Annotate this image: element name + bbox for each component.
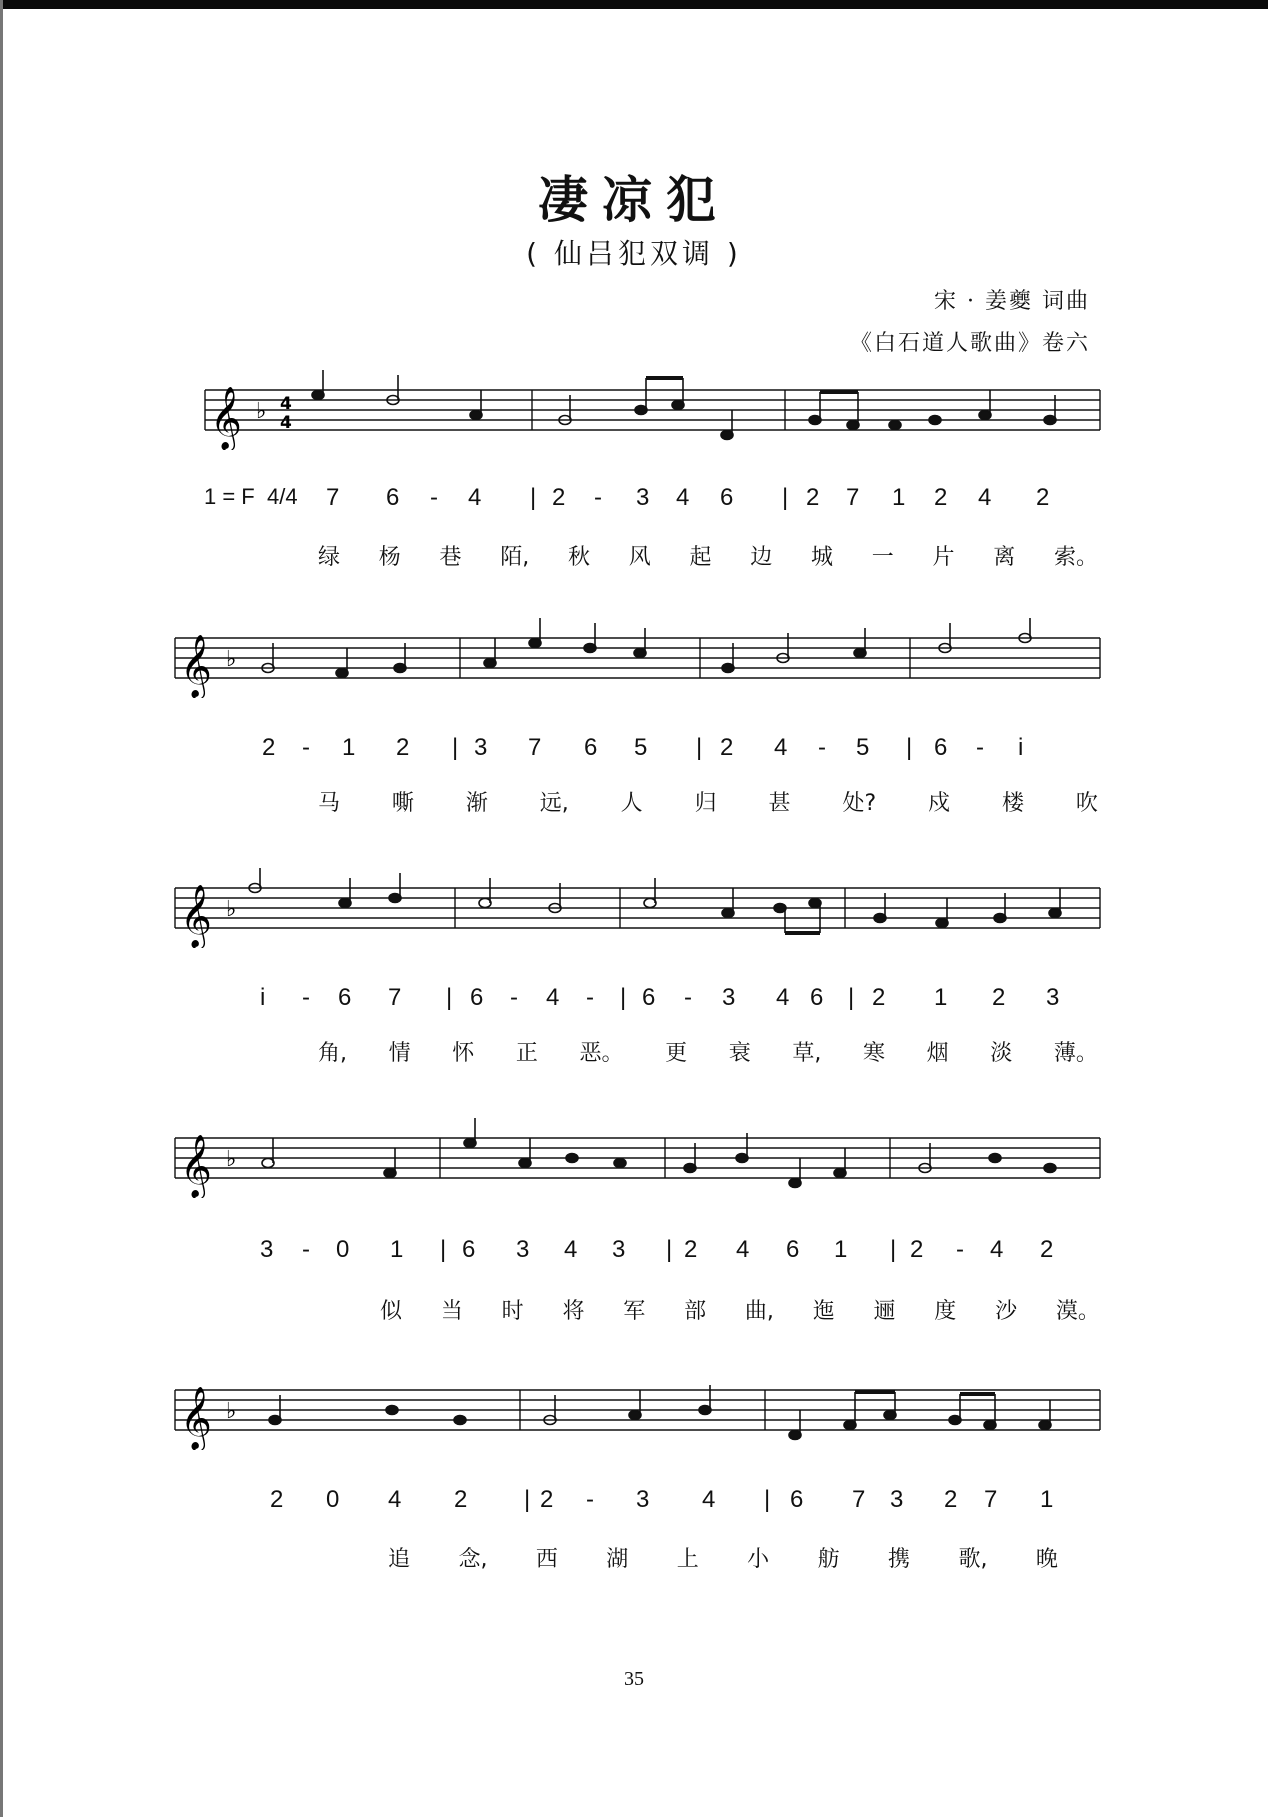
lyric: 一	[871, 545, 894, 570]
flat-sign-icon: ♭	[226, 1399, 237, 1424]
lyric: 迤	[812, 1299, 835, 1324]
lyric: 绿	[318, 545, 341, 570]
jianpu-dash: -	[586, 1486, 594, 1513]
lyric: 城	[810, 545, 833, 570]
flat-sign-icon: ♭	[226, 897, 237, 922]
lyrics-line-4	[380, 1294, 1100, 1330]
jianpu-note: 6	[934, 734, 948, 761]
staff-notation-4	[0, 1118, 1268, 1198]
bar-line: |	[452, 734, 459, 761]
lyric: 烟	[926, 1041, 949, 1066]
lyric: 西	[535, 1547, 558, 1572]
lyric: 归	[694, 791, 717, 816]
jianpu-note: 4	[776, 984, 790, 1011]
lyric: 片	[932, 545, 955, 570]
lyric: 风	[628, 545, 651, 570]
jianpu-note: 4	[546, 984, 560, 1011]
jianpu-note: 7	[528, 734, 542, 761]
flat-sign-icon: ♭	[226, 1147, 237, 1172]
jianpu-note: 4	[676, 484, 690, 511]
lyric: 军	[623, 1299, 646, 1324]
jianpu-note: 0	[326, 1486, 340, 1513]
lyric: 曲,	[744, 1299, 774, 1324]
jianpu-note: 2	[396, 734, 410, 761]
jianpu-note: 2	[540, 1486, 554, 1513]
jianpu-dash: -	[818, 734, 826, 761]
jianpu-note: 4	[736, 1236, 750, 1263]
lyric: 戍	[928, 791, 951, 816]
lyric: 怀	[452, 1041, 475, 1066]
jianpu-note: 2	[454, 1486, 468, 1513]
lyric: 歌,	[958, 1547, 988, 1572]
jianpu-note: 6	[810, 984, 824, 1011]
page-number: 35	[624, 1668, 644, 1690]
jianpu-note: 2	[934, 484, 948, 511]
jianpu-note: 7	[326, 484, 340, 511]
author-credit: 宋 · 姜夔 词曲	[934, 289, 1090, 314]
bar-line: |	[848, 984, 855, 1011]
lyric: 当	[440, 1299, 463, 1324]
treble-clef-icon: 𝄞	[180, 1134, 212, 1197]
svg-text:4: 4	[280, 394, 292, 414]
lyric: 淡	[990, 1041, 1013, 1066]
jianpu-note: 1	[1040, 1486, 1054, 1513]
jianpu-note: 6	[786, 1236, 800, 1263]
lyric: 漠。	[1055, 1299, 1100, 1324]
jianpu-note: 3	[612, 1236, 626, 1263]
jianpu-note: i	[1018, 734, 1024, 761]
jianpu-note: 3	[474, 734, 488, 761]
jianpu-line-1	[0, 484, 1268, 524]
jianpu-note: 7	[846, 484, 860, 511]
jianpu-note: 3	[516, 1236, 530, 1263]
lyric: 马	[318, 791, 341, 816]
jianpu-note: 5	[634, 734, 648, 761]
staff-notation-1	[0, 370, 1268, 450]
lyric: 更	[665, 1041, 688, 1066]
lyric: 恶。	[579, 1041, 624, 1066]
bar-line: |	[890, 1236, 897, 1263]
lyrics-line-3	[318, 1036, 1098, 1072]
jianpu-dash: -	[684, 984, 692, 1011]
jianpu-note: 1	[934, 984, 948, 1011]
lyric: 离	[993, 545, 1016, 570]
key-signature-label: 1 = F 4/4	[204, 484, 298, 509]
jianpu-dash: -	[302, 1236, 310, 1263]
treble-clef-icon: 𝄞	[210, 386, 242, 449]
lyric: 索。	[1053, 545, 1098, 570]
jianpu-dash: -	[430, 484, 438, 511]
jianpu-note: 4	[978, 484, 992, 511]
jianpu-note: 2	[1036, 484, 1050, 511]
jianpu-note: 2	[262, 734, 276, 761]
staff-notation-2	[0, 618, 1268, 698]
jianpu-note: 4	[388, 1486, 402, 1513]
lyric: 沙	[995, 1299, 1018, 1324]
source-credit: 《白石道人歌曲》卷六	[849, 331, 1090, 356]
jianpu-note: 3	[1046, 984, 1060, 1011]
score-system-4	[0, 1118, 1268, 1324]
lyric: 楼	[1001, 791, 1024, 816]
lyric: 渐	[465, 791, 488, 816]
lyric: 起	[689, 545, 712, 570]
jianpu-note: 2	[910, 1236, 924, 1263]
jianpu-note: 7	[984, 1486, 998, 1513]
lyric: 追	[388, 1547, 411, 1572]
jianpu-line-2	[0, 734, 1268, 774]
score-system-2	[0, 618, 1268, 818]
lyric: 小	[747, 1547, 770, 1572]
treble-clef-icon: 𝄞	[180, 634, 212, 697]
jianpu-note: 4	[468, 484, 482, 511]
jianpu-note: 1	[834, 1236, 848, 1263]
jianpu-note: 4	[702, 1486, 716, 1513]
jianpu-note: 2	[944, 1486, 958, 1513]
song-title: 凄凉犯	[538, 170, 730, 229]
bar-line: |	[696, 734, 703, 761]
lyric: 秋	[567, 545, 590, 570]
jianpu-note: 2	[720, 734, 734, 761]
jianpu-note: 2	[552, 484, 566, 511]
jianpu-dash: -	[586, 984, 594, 1011]
lyric: 正	[515, 1041, 538, 1066]
lyric: 薄。	[1053, 1041, 1098, 1066]
bar-line: |	[782, 484, 789, 511]
jianpu-note: 2	[872, 984, 886, 1011]
jianpu-note: 3	[890, 1486, 904, 1513]
lyric: 人	[620, 791, 643, 816]
jianpu-dash: -	[976, 734, 984, 761]
lyric: 处?	[842, 791, 877, 816]
jianpu-line-3	[0, 984, 1268, 1024]
jianpu-note: 6	[338, 984, 352, 1011]
jianpu-note: 5	[856, 734, 870, 761]
lyrics-line-2	[318, 786, 1098, 822]
jianpu-note: 6	[720, 484, 734, 511]
jianpu-note: 2	[992, 984, 1006, 1011]
jianpu-note: 6	[470, 984, 484, 1011]
lyric: 吹	[1075, 791, 1098, 816]
lyric: 携	[888, 1547, 911, 1572]
lyric: 部	[684, 1299, 707, 1324]
bar-line: |	[446, 984, 453, 1011]
lyric: 念,	[458, 1547, 488, 1572]
lyric: 角,	[318, 1041, 347, 1066]
jianpu-note: 6	[462, 1236, 476, 1263]
jianpu-dash: -	[302, 734, 310, 761]
jianpu-note: 2	[806, 484, 820, 511]
lyric: 晚	[1035, 1547, 1058, 1572]
song-subtitle: ( 仙吕犯双调 )	[526, 237, 742, 270]
jianpu-dash: -	[302, 984, 310, 1011]
lyric: 甚	[768, 791, 791, 816]
lyric: 上	[676, 1547, 699, 1572]
jianpu-dash: -	[510, 984, 518, 1011]
bar-line: |	[666, 1236, 673, 1263]
jianpu-note: 2	[684, 1236, 698, 1263]
jianpu-note: 3	[636, 1486, 650, 1513]
bar-line: |	[906, 734, 913, 761]
treble-clef-icon: 𝄞	[180, 884, 212, 947]
jianpu-note: 4	[564, 1236, 578, 1263]
jianpu-note: 6	[642, 984, 656, 1011]
jianpu-dash: -	[594, 484, 602, 511]
lyric: 度	[934, 1299, 957, 1324]
lyric: 巷	[439, 545, 462, 570]
jianpu-line-4	[0, 1236, 1268, 1276]
lyric: 嘶	[391, 791, 414, 816]
lyric: 边	[750, 545, 773, 570]
flat-sign-icon: ♭	[226, 647, 237, 672]
jianpu-note: 3	[722, 984, 736, 1011]
lyric: 草,	[792, 1041, 822, 1066]
jianpu-note: 6	[790, 1486, 804, 1513]
lyric: 情	[388, 1041, 411, 1066]
jianpu-note: 4	[990, 1236, 1004, 1263]
bar-line: |	[530, 484, 537, 511]
jianpu-note: 3	[636, 484, 650, 511]
score-system-3	[0, 868, 1268, 1068]
bar-line: |	[440, 1236, 447, 1263]
bar-line: |	[620, 984, 627, 1011]
jianpu-note: i	[260, 984, 266, 1011]
score-system-5	[0, 1370, 1268, 1570]
jianpu-note: 2	[270, 1486, 284, 1513]
staff-notation-3	[0, 868, 1268, 948]
lyrics-line-1	[318, 540, 1098, 576]
lyric: 衰	[728, 1041, 751, 1066]
jianpu-note: 1	[390, 1236, 404, 1263]
jianpu-note: 6	[584, 734, 598, 761]
bar-line: |	[764, 1486, 771, 1513]
jianpu-note: 1	[892, 484, 906, 511]
lyric: 杨	[378, 545, 401, 570]
lyrics-line-5	[388, 1542, 1058, 1578]
jianpu-note: 7	[388, 984, 402, 1011]
lyric: 陌,	[500, 545, 530, 570]
jianpu-note: 1	[342, 734, 356, 761]
lyric: 似	[380, 1299, 403, 1324]
treble-clef-icon: 𝄞	[180, 1386, 212, 1449]
lyric: 远,	[539, 791, 569, 816]
jianpu-note: 2	[1040, 1236, 1054, 1263]
flat-sign-icon: ♭	[256, 399, 267, 424]
jianpu-note: 3	[260, 1236, 274, 1263]
jianpu-note: 4	[774, 734, 788, 761]
svg-text:4: 4	[280, 413, 292, 433]
jianpu-line-5	[0, 1486, 1268, 1526]
lyric: 寒	[862, 1041, 885, 1066]
jianpu-note: 6	[386, 484, 400, 511]
lyric: 时	[501, 1299, 524, 1324]
score-system-1	[0, 370, 1268, 570]
page-top-border	[0, 0, 1268, 9]
jianpu-note: 7	[852, 1486, 866, 1513]
lyric: 逦	[873, 1299, 896, 1324]
jianpu-dash: -	[956, 1236, 964, 1263]
lyric: 舫	[817, 1547, 840, 1572]
jianpu-note: 0	[336, 1236, 350, 1263]
lyric: 湖	[606, 1547, 629, 1572]
staff-notation-5	[0, 1370, 1268, 1450]
bar-line: |	[524, 1486, 531, 1513]
lyric: 将	[562, 1299, 585, 1324]
